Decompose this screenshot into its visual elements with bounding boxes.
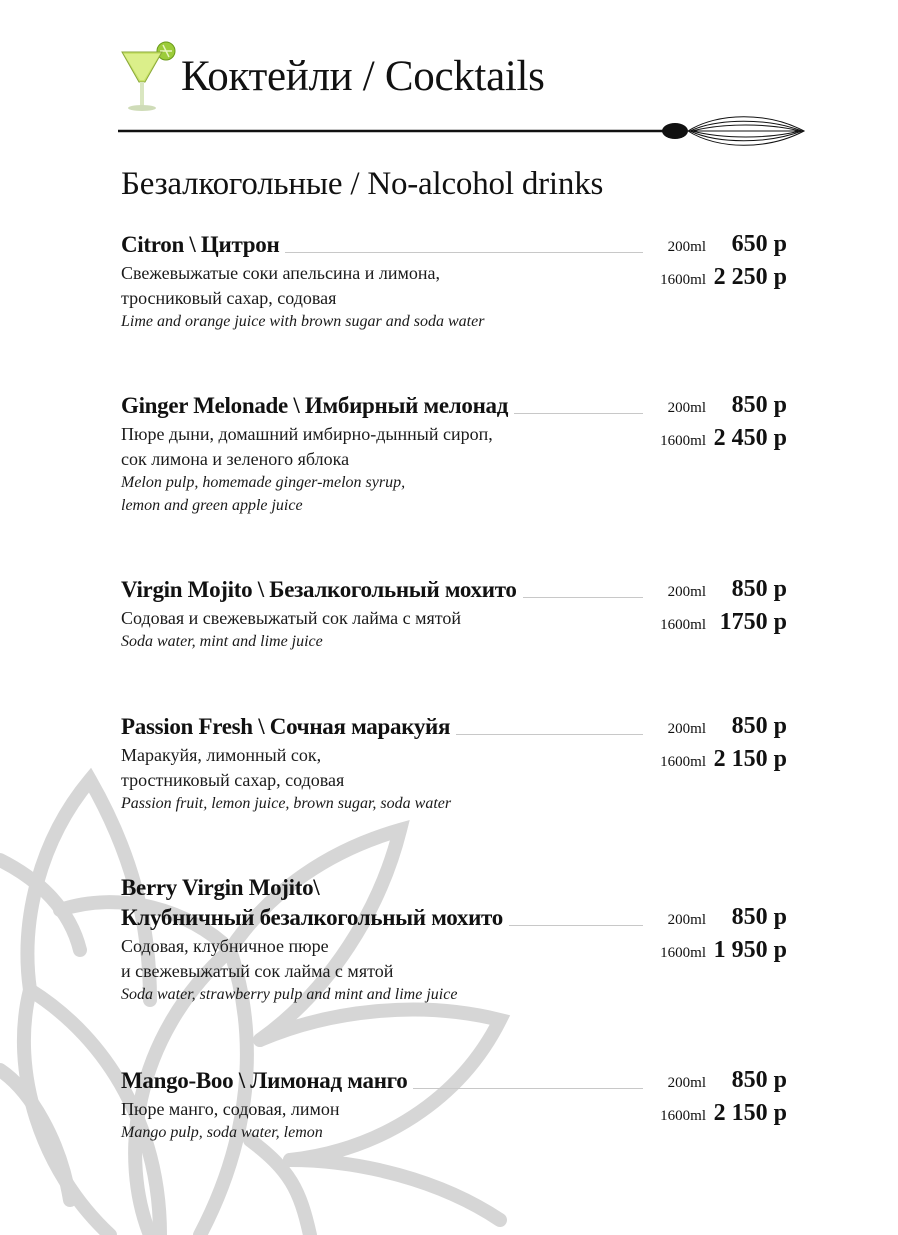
header-divider (118, 114, 808, 148)
price: 850 р (731, 904, 787, 930)
volume-label: 1600ml (660, 754, 706, 770)
price: 650 р (731, 231, 787, 257)
item-description-ru: Пюре манго, содовая, лимон (121, 1099, 340, 1119)
volume-label: 1600ml (660, 617, 706, 633)
price: 850 р (731, 713, 787, 739)
volume-label: 200ml (667, 1075, 706, 1091)
price: 850 р (731, 392, 787, 418)
item-name: Mango-Boo \ Лимонад манго (121, 1068, 408, 1093)
item-description-en: Soda water, mint and lime juice (121, 633, 323, 650)
item-description-ru: Содовая и свежевыжатый сок лайма с мятой (121, 608, 462, 628)
volume-label: 1600ml (660, 433, 706, 449)
volume-label: 200ml (667, 721, 706, 737)
item-name: Berry Virgin Mojito\ (121, 875, 320, 900)
volume-label: 200ml (667, 584, 706, 600)
page-title: Коктейли / Cocktails (181, 53, 545, 100)
price: 1 950 р (713, 937, 787, 963)
item-name: Virgin Mojito \ Безалкогольный мохито (121, 577, 517, 602)
volume-label: 1600ml (660, 1108, 706, 1124)
item-description-ru: сок лимона и зеленого яблока (121, 449, 350, 469)
volume-label: 200ml (667, 912, 706, 928)
item-description-ru: тростниковый сахар, содовая (121, 770, 345, 790)
section-title: Безалкогольные / No-alcohol drinks (121, 166, 604, 202)
item-description-ru: Свежевыжатые соки апельсина и лимона, (121, 263, 441, 283)
item-name: Ginger Melonade \ Имбирный мелонад (121, 393, 509, 418)
volume-label: 1600ml (660, 945, 706, 961)
price: 2 150 р (713, 1100, 787, 1126)
item-description-en: Soda water, strawberry pulp and mint and lime juice (121, 986, 458, 1003)
price: 1750 р (719, 609, 787, 635)
item-name: Клубничный безалкогольный мохито (121, 905, 503, 930)
item-description-en: Mango pulp, soda water, lemon (121, 1124, 323, 1141)
cocktail-glass-icon (118, 40, 180, 116)
menu-item (121, 873, 801, 1006)
price: 850 р (731, 1067, 787, 1093)
volume-label: 200ml (667, 400, 706, 416)
menu-item (121, 712, 801, 815)
price: 2 150 р (713, 746, 787, 772)
menu-item (121, 1066, 801, 1144)
price: 850 р (731, 576, 787, 602)
volume-label: 200ml (667, 239, 706, 255)
item-description-en: Lime and orange juice with brown sugar and soda water (121, 313, 485, 330)
menu-item (121, 391, 801, 517)
item-description-ru: тросниковый сахар, содовая (121, 288, 337, 308)
volume-label: 1600ml (660, 272, 706, 288)
item-name: Citron \ Цитрон (121, 232, 280, 257)
price: 2 250 р (713, 264, 787, 290)
item-description-en: Melon pulp, homemade ginger-melon syrup, (121, 474, 406, 491)
item-description-en: lemon and green apple juice (121, 497, 303, 514)
item-description-ru: Маракуйя, лимонный сок, (121, 745, 322, 765)
item-description-en: Passion fruit, lemon juice, brown sugar, soda water (121, 795, 452, 812)
menu-item (121, 575, 801, 653)
menu-item (121, 230, 801, 333)
price: 2 450 р (713, 425, 787, 451)
item-description-ru: и свежевыжатый сок лайма с мятой (121, 961, 394, 981)
item-description-ru: Пюре дыни, домашний имбирно-дынный сироп, (121, 424, 493, 444)
item-description-ru: Содовая, клубничное пюре (121, 936, 329, 956)
item-name: Passion Fresh \ Сочная маракуйя (121, 714, 451, 739)
